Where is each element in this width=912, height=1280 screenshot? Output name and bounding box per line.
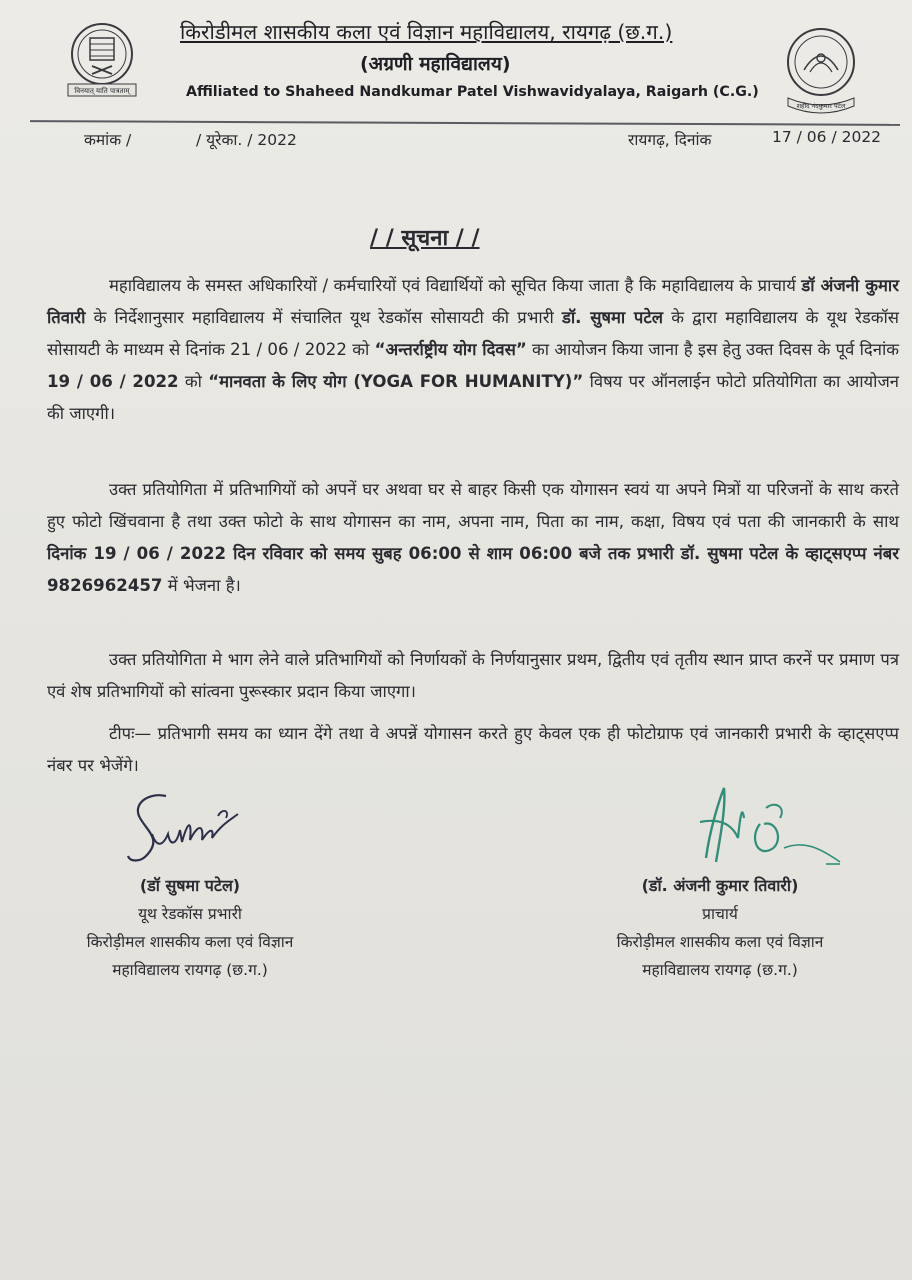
left-signatory-designation: यूथ रेडकॉस प्रभारी — [138, 905, 242, 923]
college-emblem-icon — [62, 18, 142, 98]
left-signatory — [40, 872, 340, 984]
left-signatory-org-2: महाविद्यालय रायगढ़ (छ.ग.) — [112, 961, 268, 979]
p1-segment: के निर्देशानुसार महाविद्यालय में संचालित यूथ रेडकॉस सोसायटी की प्रभारी — [85, 308, 562, 327]
handwritten-signature-icon — [118, 790, 258, 872]
logo-left-caption: विनयात् याति पात्रताम् — [74, 87, 130, 95]
paragraph-4-text: टीपः— प्रतिभागी समय का ध्यान देंगे तथा वे अपन्नें योगासन करते हुए केवल एक ही फोटोग्राफ एवं जानकारी प्रभारी के व्हाट्सएप्प नंबर पर भेजेंगे। — [47, 724, 899, 775]
paragraph-2-text — [47, 474, 899, 602]
p1-segment: विषय पर ऑनलाईन फोटो प्रतियोगिता का आयोजन की जाएगी। — [47, 372, 899, 423]
notice-paragraph-2 — [47, 474, 899, 602]
notice-paragraph-1 — [47, 270, 899, 430]
handwritten-signature-icon — [680, 778, 850, 874]
p1-segment: का आयोजन किया जाना है इस हेतु उक्त दिवस के पूर्व दिनांक — [526, 340, 899, 359]
right-signatory — [580, 872, 860, 984]
notice-paragraph-4 — [47, 718, 899, 782]
notice-date: 17 / 06 / 2022 — [772, 128, 882, 146]
place-date-label: रायगढ़, दिनांक — [628, 131, 712, 149]
p1-segment: के द्वारा महाविद्यालय के यूथ रेडकॉस सोसायटी के माध्यम से दिनांक 21 / 06 / 2022 को — [47, 308, 899, 359]
notice-paragraph-3 — [47, 644, 899, 708]
p1-segment: डॉ अंजनी कुमार तिवारी — [47, 276, 899, 327]
p1-segment: को — [178, 372, 209, 391]
p2-segment: दिनांक 19 / 06 / 2022 दिन रविवार को समय सुबह 06:00 से शाम 06:00 बजे तक प्रभारी डॉ. सुषमा पटेल के व्हाट्सएप्प नंबर 9826962457 — [47, 544, 899, 595]
right-signatory-name: (डॉ. अंजनी कुमार तिवारी) — [641, 876, 799, 895]
p2-segment: उक्त प्रतियोगिता में प्रतिभागियों को अपनें घर अथवा घर से बाहर किसी एक योगासन स्वयं या अपने मित्रों या परिजनों के साथ करते हुए फोटो खिंचवाना है तथा उक्त फोटो के साथ योगासन का नाम, अपना नाम, पिता का नाम, कक्षा, विषय एवं पता की जानकारी के साथ — [47, 480, 899, 531]
notice-title: / / सूचना / / — [370, 226, 480, 251]
header-divider — [30, 120, 900, 126]
p1-segment: डॉ. सुषमा पटेल — [562, 308, 663, 327]
p1-segment: “मानवता के लिए योग (YOGA FOR HUMANITY)” — [208, 372, 584, 391]
p1-segment: “अन्तर्राष्ट्रीय योग दिवस” — [374, 340, 527, 359]
p1-segment: महाविद्यालय के समस्त अधिकारियों / कर्मचारियों एवं विद्यार्थियों को सूचित किया जाता है कि महाविद्यालय के प्राचार्य — [109, 276, 802, 295]
paragraph-1-text — [47, 270, 899, 430]
right-signatory-org-2: महाविद्यालय रायगढ़ (छ.ग.) — [642, 961, 798, 979]
right-signatory-designation: प्राचार्य — [702, 905, 738, 923]
p2-segment: में भेजना है। — [162, 576, 241, 595]
logo-right-caption: शहीद नंदकुमार पटेल — [796, 102, 846, 110]
university-emblem-icon — [780, 24, 862, 114]
kramank-label: कमांक / — [84, 131, 132, 149]
p1-segment: 19 / 06 / 2022 — [47, 372, 179, 391]
left-signatory-org-1: किरोड़ीमल शासकीय कला एवं विज्ञान — [86, 933, 294, 951]
college-name: किरोडीमल शासकीय कला एवं विज्ञान महाविद्यालय, रायगढ़ (छ.ग.) — [180, 20, 673, 44]
reference-code: / यूरेका. / 2022 — [196, 131, 297, 149]
college-status: (अग्रणी महाविद्यालय) — [360, 53, 511, 75]
left-signatory-name: (डॉ सुषमा पटेल) — [139, 876, 241, 895]
affiliation-line: Affiliated to Shaheed Nandkumar Patel Vishwavidyalaya, Raigarh (C.G.) — [186, 84, 759, 100]
paragraph-3-text: उक्त प्रतियोगिता मे भाग लेने वाले प्रतिभागियों को निर्णायकों के निर्णयानुसार प्रथम, द्वितीय एवं तृतीय स्थान प्राप्त करनें पर प्रमाण पत्र एवं शेष प्रतिभागियों को सांत्वना पुरूस्कार प्रदान किया जाएगा। — [47, 650, 899, 701]
right-signatory-org-1: किरोड़ीमल शासकीय कला एवं विज्ञान — [616, 933, 824, 951]
